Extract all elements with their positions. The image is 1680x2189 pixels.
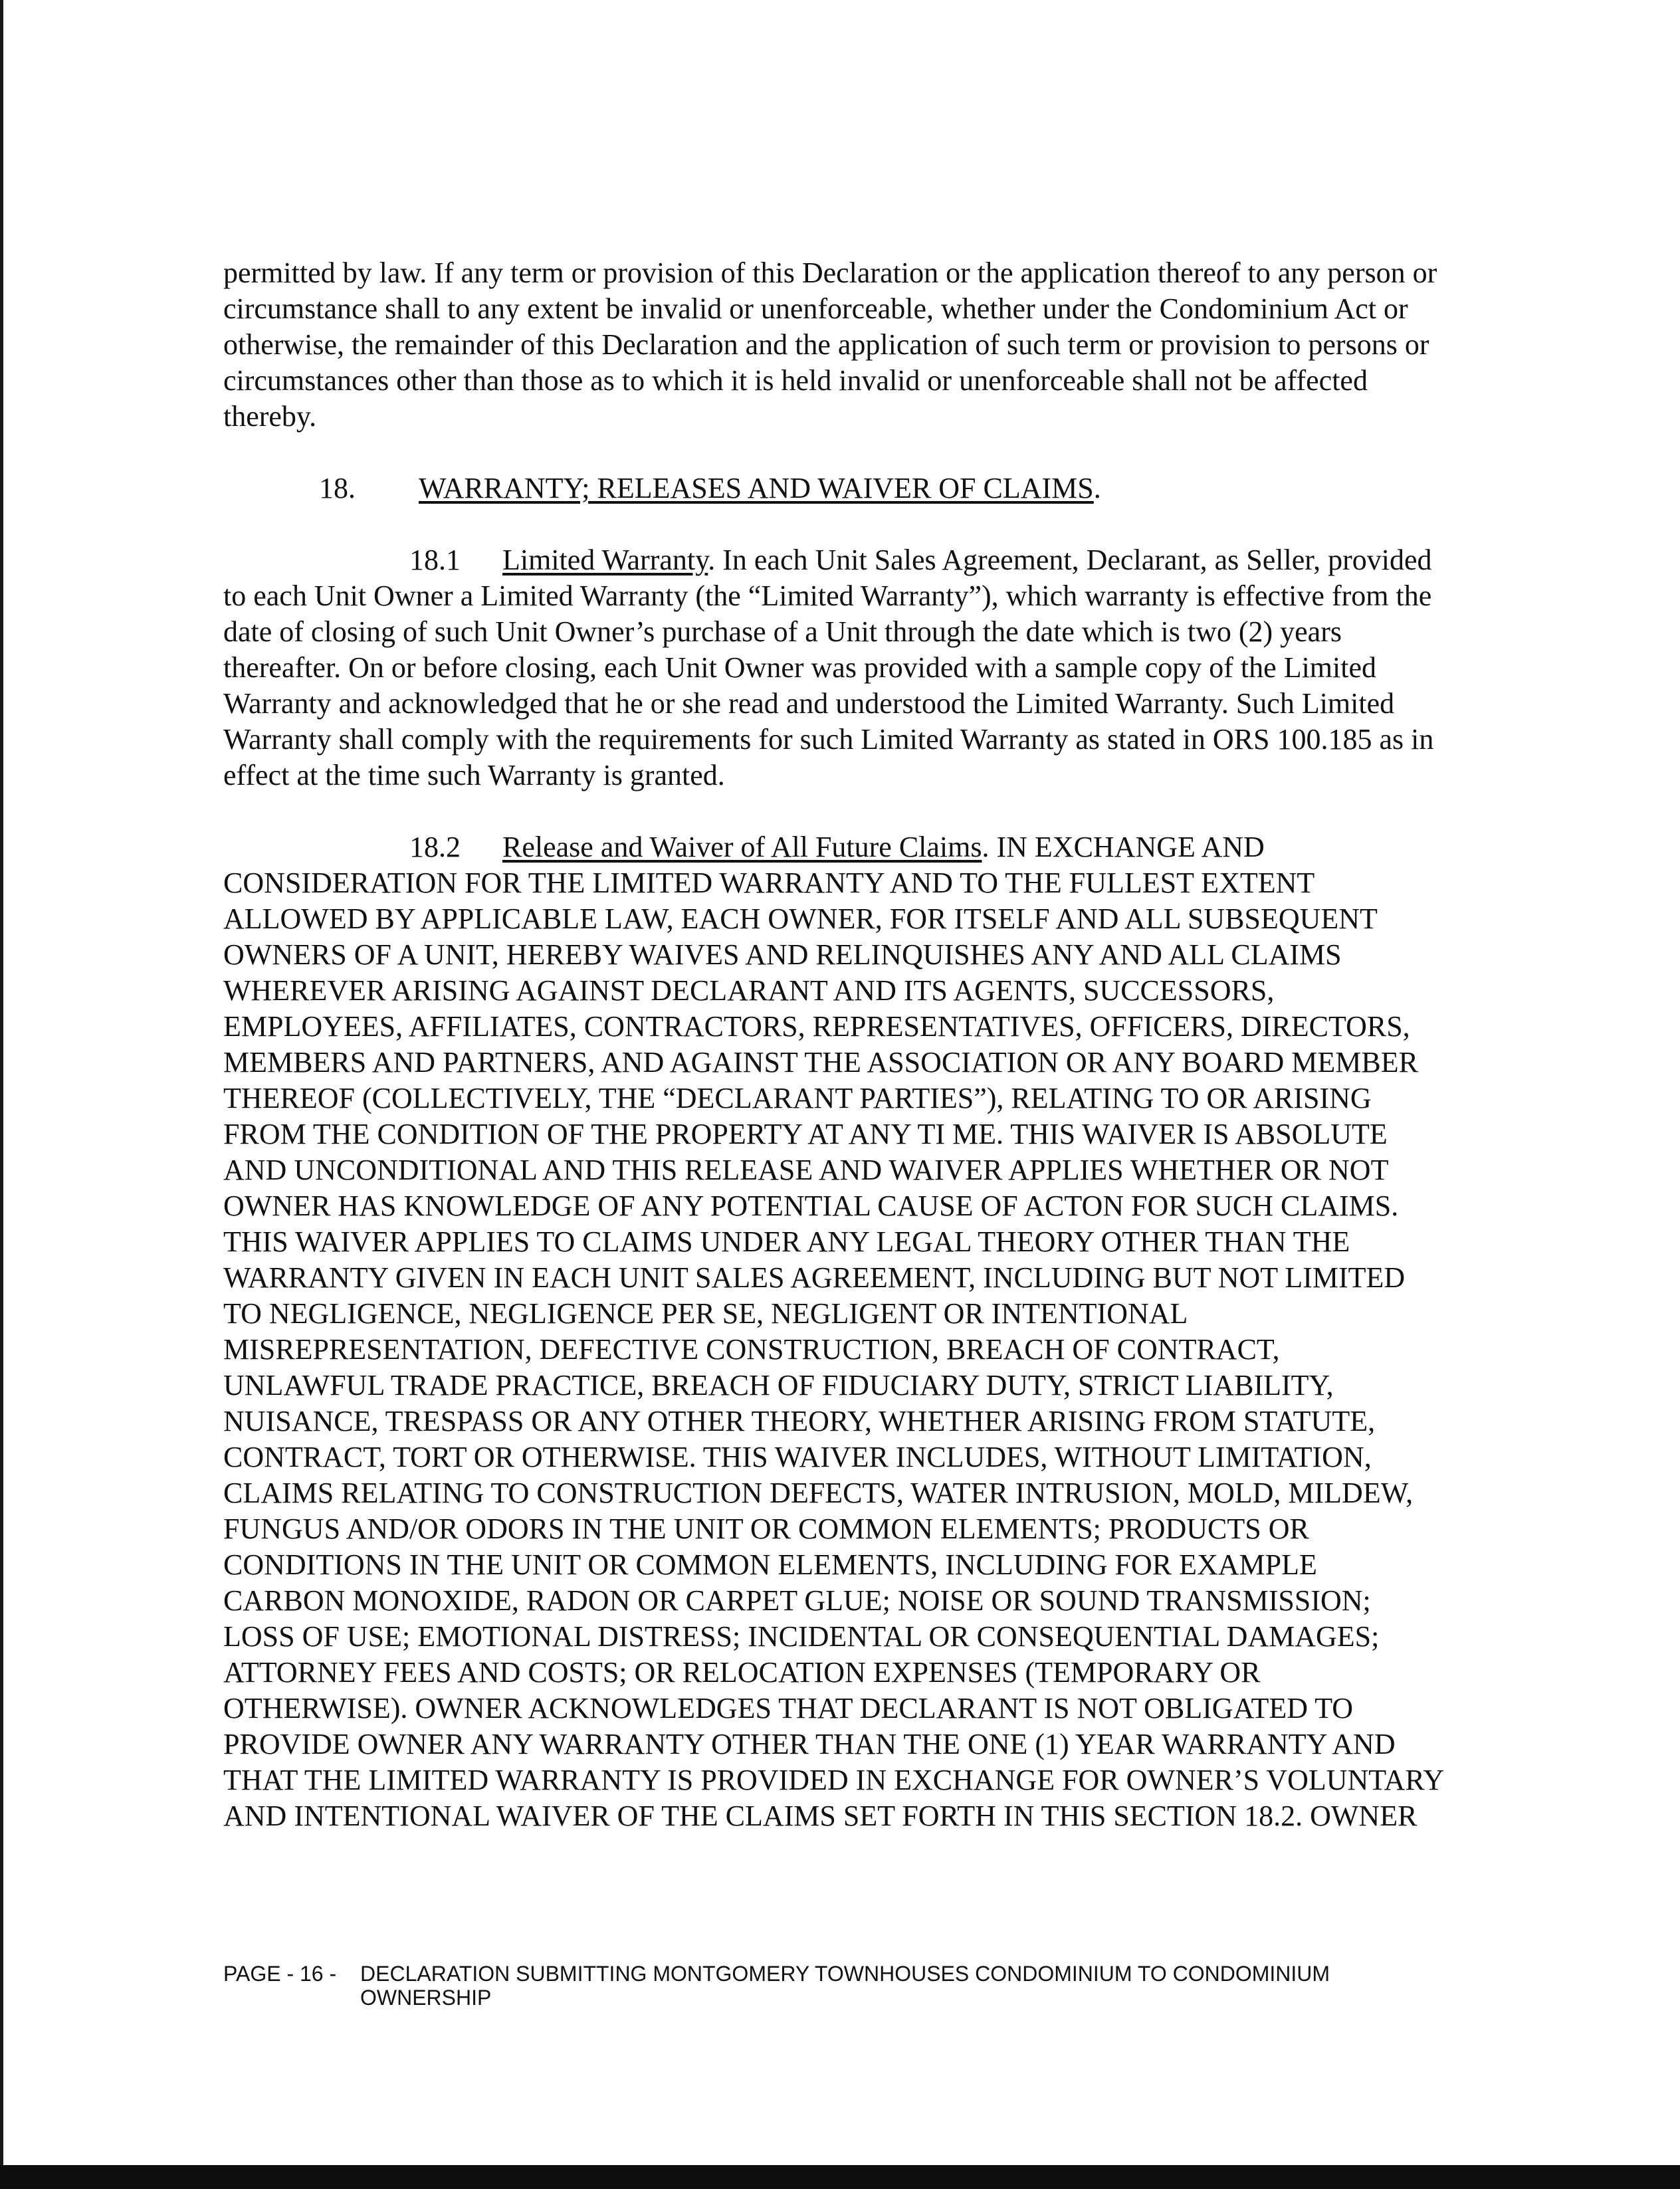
scan-bottom-edge bbox=[0, 2165, 1680, 2189]
page-footer bbox=[223, 1962, 1446, 2010]
section-18-2-number: 18.2 bbox=[409, 831, 461, 863]
footer-document-title: DECLARATION SUBMITTING MONTGOMERY TOWNHOUSES CONDOMINIUM TO CONDOMINIUM OWNERSHIP bbox=[360, 1962, 1330, 2010]
section-18-2-title: Release and Waiver of All Future Claims bbox=[502, 831, 982, 863]
section-18-1-title: Limited Warranty bbox=[502, 544, 708, 576]
section-18-title: WARRANTY; RELEASES AND WAIVER OF CLAIMS bbox=[419, 472, 1094, 504]
footer-page-number: PAGE - 16 - bbox=[223, 1962, 337, 1986]
section-18-title-punct: . bbox=[1093, 472, 1101, 504]
document-body bbox=[223, 255, 1446, 1834]
section-18-1-paragraph bbox=[223, 542, 1446, 793]
section-18-1-body: . In each Unit Sales Agreement, Declarant, as Seller, provided to each Unit Owner a Limited Warranty (the “Limited Warranty”), which warranty is effective from the date of closing of such Unit Owner’s purchase of a Unit through the date which is two (2) years thereafter. On or before closing, each Unit Owner was provided with a sample copy of the Limited Warranty and acknowledged that he or she read and understood the Limited Warranty. Such Limited Warranty shall comply with the requirements for such Limited Warranty as stated in ORS 100.185 as in effect at the time such Warranty is granted. bbox=[223, 544, 1434, 791]
section-18-2-paragraph bbox=[223, 829, 1446, 1834]
section-18-1-number: 18.1 bbox=[409, 544, 461, 576]
scan-left-edge bbox=[0, 0, 3, 2189]
section-18-heading bbox=[223, 470, 1446, 506]
intro-paragraph: permitted by law. If any term or provision of this Declaration or the application thereof to any person or circumstance shall to any extent be invalid or unenforceable, whether under the Condominium Act or otherwise, the remainder of this Declaration and the application of such term or provision to persons or circumstances other than those as to which it is held invalid or unenforceable shall not be affected thereby. bbox=[223, 257, 1437, 433]
section-18-2-body: . IN EXCHANGE AND CONSIDERATION FOR THE LIMITED WARRANTY AND TO THE FULLEST EXTENT ALLOWED BY APPLICABLE LAW, EACH OWNER, FOR ITSELF AND ALL SUBSEQUENT OWNERS OF A UNIT, HEREBY WAIVES AND RELINQUISHES ANY AND ALL CLAIMS WHEREVER ARISING AGAINST DECLARANT AND ITS AGENTS, SUCCESSORS, EMPLOYEES, AFFILIATES, CONTRACTORS, REPRESENTATIVES, OFFICERS, DIRECTORS, MEMBERS AND PARTNERS, AND AGAINST THE ASSOCIATION OR ANY BOARD MEMBER THEREOF (COLLECTIVELY, THE “DECLARANT PARTIES”), RELATING TO OR ARISING FROM THE CONDITION OF THE PROPERTY AT ANY TI ME. THIS WAIVER IS ABSOLUTE AND UNCONDITIONAL AND THIS RELEASE AND WAIVER APPLIES WHETHER OR NOT OWNER HAS KNOWLEDGE OF ANY POTENTIAL CAUSE OF ACTON FOR SUCH CLAIMS. THIS WAIVER APPLIES TO CLAIMS UNDER ANY LEGAL THEORY OTHER THAN THE WARRANTY GIVEN IN EACH UNIT SALES AGREEMENT, INCLUDING BUT NOT LIMITED TO NEGLIGENCE, NEGLIGENCE PER SE, NEGLIGENT OR INTENTIONAL MISREPRESENTATION, DEFECTIVE CONSTRUCTION, BREACH OF CONTRACT, UNLAWFUL TRADE PRACTICE, BREACH OF FIDUCIARY DUTY, STRICT LIABILITY, NUISANCE, TRESPASS OR ANY OTHER THEORY, WHETHER ARISING FROM STATUTE, CONTRACT, TORT OR OTHERWISE. THIS WAIVER INCLUDES, WITHOUT LIMITATION, CLAIMS RELATING TO CONSTRUCTION DEFECTS, WATER INTRUSION, MOLD, MILDEW, FUNGUS AND/OR ODORS IN THE UNIT OR COMMON ELEMENTS; PRODUCTS OR CONDITIONS IN THE UNIT OR COMMON ELEMENTS, INCLUDING FOR EXAMPLE CARBON MONOXIDE, RADON OR CARPET GLUE; NOISE OR SOUND TRANSMISSION; LOSS OF USE; EMOTIONAL DISTRESS; INCIDENTAL OR CONSEQUENTIAL DAMAGES; ATTORNEY FEES AND COSTS; OR RELOCATION EXPENSES (TEMPORARY OR OTHERWISE). OWNER ACKNOWLEDGES THAT DECLARANT IS NOT OBLIGATED TO PROVIDE OWNER ANY WARRANTY OTHER THAN THE ONE (1) YEAR WARRANTY AND THAT THE LIMITED WARRANTY IS PROVIDED IN EXCHANGE FOR OWNER’S VOLUNTARY AND INTENTIONAL WAIVER OF THE CLAIMS SET FORTH IN THIS SECTION 18.2. OWNER bbox=[223, 831, 1443, 1832]
section-18-number: 18. bbox=[319, 472, 356, 504]
